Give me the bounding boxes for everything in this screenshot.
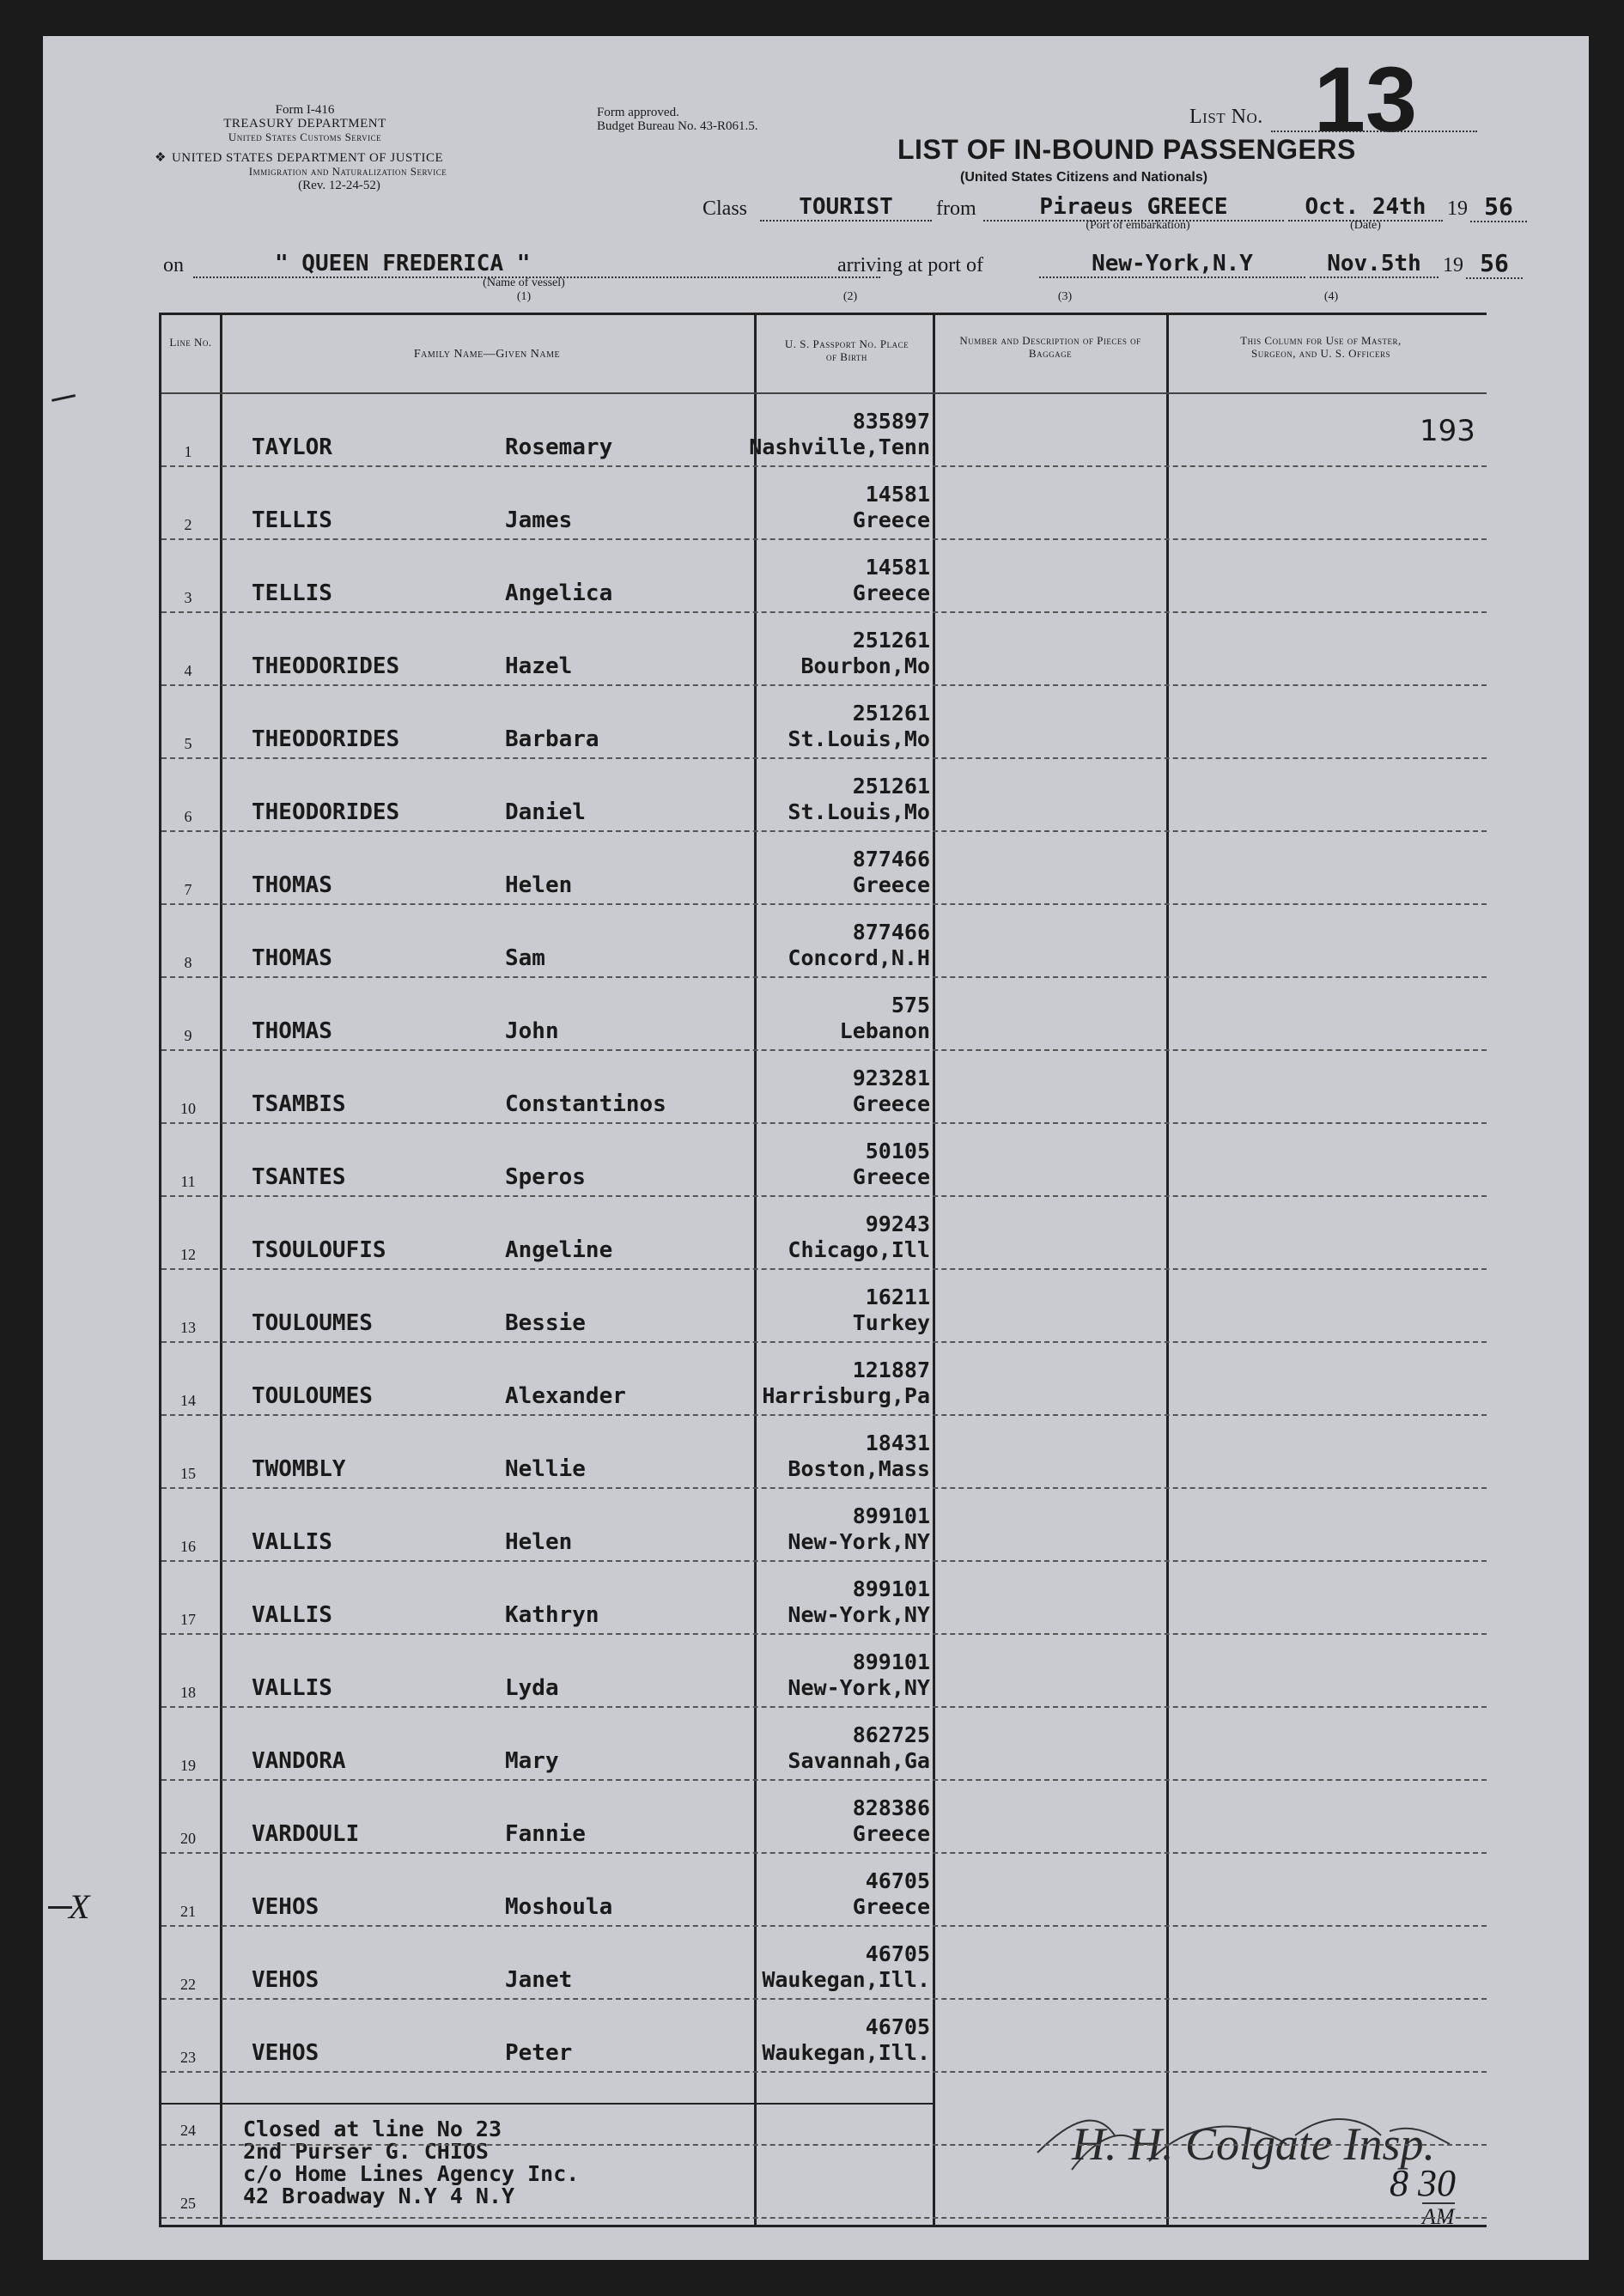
port-caption: (Port of embarkation) — [1086, 219, 1190, 232]
row-divider — [161, 1268, 1487, 1270]
col3-caption: (3) — [1057, 290, 1073, 303]
family-name: THOMAS — [252, 1018, 332, 1044]
passport-number: 14581 — [865, 482, 930, 507]
arrival-year-prefix: 19 — [1443, 254, 1463, 276]
family-name: THOMAS — [252, 945, 332, 971]
family-name: THOMAS — [252, 872, 332, 898]
family-name: VARDOULI — [252, 1821, 360, 1847]
line-number: 5 — [184, 735, 192, 752]
family-name: TAYLOR — [252, 434, 332, 460]
row-divider — [161, 2071, 1487, 2073]
header-passport: U. S. Passport No. Place of Birth — [784, 337, 909, 363]
list-no-underline — [1271, 131, 1477, 132]
passport-number: 121887 — [852, 1358, 930, 1382]
justice-department: ❖ UNITED STATES DEPARTMENT OF JUSTICE — [155, 151, 444, 165]
given-name: Janet — [505, 1967, 573, 1993]
customs-service: United States Customs Service — [228, 131, 382, 143]
row-divider — [161, 2144, 1487, 2146]
header-name: Family Name—Given Name — [413, 348, 561, 361]
family-name: TSANTES — [252, 1164, 346, 1190]
place-of-birth: Nashville,Tenn — [749, 434, 930, 459]
row-divider — [161, 1487, 1487, 1489]
given-name: Bessie — [505, 1310, 586, 1336]
table-rows — [161, 315, 1487, 2229]
line-number: 11 — [180, 1173, 196, 1190]
given-name: Rosemary — [505, 434, 613, 460]
family-name: TELLIS — [252, 580, 332, 606]
passport-number: 923281 — [852, 1066, 930, 1090]
row-divider — [161, 2217, 1487, 2219]
col4-caption: (4) — [1323, 290, 1339, 303]
given-name: Helen — [505, 1529, 573, 1555]
given-name: Moshoula — [505, 1894, 613, 1920]
row-divider — [161, 1122, 1487, 1124]
list-no-label: List No. — [1189, 106, 1263, 128]
passport-number: 828386 — [852, 1795, 930, 1820]
given-name: Sam — [505, 945, 545, 971]
form-number: Form I-416 — [275, 103, 335, 117]
row-divider — [161, 1633, 1487, 1635]
place-of-birth: New-York,NY — [788, 1529, 930, 1554]
line-number: 17 — [180, 1611, 196, 1628]
treasury-department: TREASURY DEPARTMENT — [223, 117, 386, 131]
family-name: THEODORIDES — [252, 726, 400, 752]
class-value: TOURIST — [760, 194, 932, 222]
given-name: Constantinos — [505, 1091, 666, 1117]
arrival-year-suffix: 56 — [1466, 249, 1523, 279]
given-name: Alexander — [505, 1383, 626, 1409]
line-number: 10 — [180, 1100, 196, 1117]
place-of-birth: Waukegan,Ill. — [762, 1967, 930, 1992]
row-divider — [161, 830, 1487, 832]
given-name: Nellie — [505, 1456, 586, 1482]
year-prefix: 19 — [1447, 197, 1468, 220]
line-number: 15 — [180, 1465, 196, 1482]
line-number: 25 — [180, 2195, 196, 2212]
place-of-birth: St.Louis,Mo — [788, 799, 930, 824]
place-of-birth: Concord,N.H — [788, 945, 930, 970]
from-label: from — [936, 197, 976, 220]
family-name: VALLIS — [252, 1602, 332, 1628]
row-divider — [161, 1779, 1487, 1781]
family-name: THEODORIDES — [252, 653, 400, 679]
family-name: VANDORA — [252, 1748, 346, 1774]
given-name: Fannie — [505, 1821, 586, 1847]
given-name: Peter — [505, 2040, 573, 2066]
line-number: 2 — [184, 516, 192, 533]
officer-note: 193 — [1420, 414, 1475, 448]
place-of-birth: New-York,NY — [788, 1675, 930, 1700]
family-name: VEHOS — [252, 2040, 319, 2066]
col1-caption: (1) — [516, 290, 532, 303]
family-name: VALLIS — [252, 1529, 332, 1555]
row-divider — [161, 1195, 1487, 1197]
arriving-label: arriving at port of — [837, 254, 983, 276]
place-of-birth: St.Louis,Mo — [788, 726, 930, 751]
place-of-birth: Greece — [852, 507, 930, 532]
place-of-birth: Chicago,Ill — [788, 1237, 930, 1262]
page-title: LIST OF IN-BOUND PASSENGERS — [897, 134, 1356, 165]
passport-number: 16211 — [865, 1285, 930, 1309]
time-mark: 8 30 — [1390, 2162, 1456, 2204]
row-divider — [161, 1414, 1487, 1416]
arrival-date: Nov.5th — [1310, 251, 1438, 278]
page-subtitle: (United States Citizens and Nationals) — [960, 170, 1208, 185]
time-ampm: AM — [1422, 2204, 1455, 2229]
line-number: 21 — [180, 1903, 196, 1920]
family-name: VALLIS — [252, 1675, 332, 1701]
row-divider — [161, 1852, 1487, 1854]
header-baggage: Number and Description of Pieces of Baggage — [959, 334, 1141, 360]
line-number: 20 — [180, 1830, 196, 1847]
row-divider — [161, 1706, 1487, 1708]
margin-dash — [52, 394, 76, 402]
header-officers: This Column for Use of Master, Surgeon, and U. S. Officers — [1240, 334, 1402, 360]
passport-number: 899101 — [852, 1576, 930, 1601]
row-divider — [161, 1049, 1487, 1051]
family-name: VEHOS — [252, 1894, 319, 1920]
place-of-birth: Turkey — [852, 1310, 930, 1335]
place-of-birth: Lebanon — [839, 1018, 930, 1043]
passport-number: 251261 — [852, 628, 930, 653]
given-name: Helen — [505, 872, 573, 898]
place-of-birth: Greece — [852, 1091, 930, 1116]
purser-line: 2nd Purser G. CHIOS — [243, 2139, 489, 2164]
row-divider — [161, 1560, 1487, 1562]
place-of-birth: Boston,Mass — [788, 1456, 930, 1481]
passport-number: 575 — [891, 993, 930, 1017]
line-number: 18 — [180, 1684, 196, 1701]
row-divider — [161, 1341, 1487, 1343]
given-name: Angeline — [505, 1237, 613, 1263]
line-number: 8 — [184, 954, 192, 971]
line-number: 14 — [180, 1392, 196, 1409]
document-page — [43, 36, 1589, 2260]
family-name: TOULOUMES — [252, 1310, 373, 1336]
given-name: Barbara — [505, 726, 599, 752]
row-divider — [161, 465, 1487, 467]
line-number: 16 — [180, 1538, 196, 1555]
line-number: 19 — [180, 1757, 196, 1774]
place-of-birth: Waukegan,Ill. — [762, 2040, 930, 2065]
row-divider — [161, 1925, 1487, 1927]
family-name: TOULOUMES — [252, 1383, 373, 1409]
row-divider — [161, 684, 1487, 686]
passport-number: 877466 — [852, 920, 930, 945]
family-name: TWOMBLY — [252, 1456, 346, 1482]
line-number: 13 — [180, 1319, 196, 1336]
passenger-table — [159, 313, 1487, 2227]
passport-number: 862725 — [852, 1722, 930, 1747]
given-name: Speros — [505, 1164, 586, 1190]
svg-text:H. H. Colgate Insp.: H. H. Colgate Insp. — [1072, 2118, 1435, 2170]
line-number: 9 — [184, 1027, 192, 1044]
line-number: 23 — [180, 2049, 196, 2066]
row-divider — [161, 1998, 1487, 2000]
given-name: James — [505, 507, 573, 533]
row-divider — [161, 903, 1487, 905]
immigration-service: Immigration and Naturalization Service — [248, 165, 447, 178]
closing-line: Closed at line No 23 — [243, 2117, 502, 2141]
given-name: Hazel — [505, 653, 573, 679]
agency-line: c/o Home Lines Agency Inc. — [243, 2161, 580, 2186]
arrival-port: New-York,N.Y — [1039, 251, 1305, 278]
given-name: Mary — [505, 1748, 559, 1774]
line-number: 3 — [184, 589, 192, 606]
passport-number: 46705 — [865, 1941, 930, 1966]
place-of-birth: Greece — [852, 1164, 930, 1189]
line-number: 7 — [184, 881, 192, 898]
line-number: 22 — [180, 1976, 196, 1993]
row-divider — [161, 611, 1487, 613]
passport-number: 251261 — [852, 774, 930, 799]
port-of-embarkation: Piraeus GREECE — [983, 194, 1284, 222]
header-line-no: Line No. — [169, 336, 212, 349]
given-name: Kathryn — [505, 1602, 599, 1628]
passport-number: 899101 — [852, 1503, 930, 1528]
list-number: 13 — [1313, 47, 1418, 151]
line-number: 6 — [184, 808, 192, 825]
family-name: TELLIS — [252, 507, 332, 533]
form-approved: Form approved. — [597, 106, 679, 119]
family-name: VEHOS — [252, 1967, 319, 1993]
vessel-name: " QUEEN FREDERICA " — [193, 251, 880, 278]
year-suffix: 56 — [1470, 192, 1527, 222]
place-of-birth: Greece — [852, 872, 930, 897]
line-number: 4 — [184, 662, 192, 679]
embarkation-date: Oct. 24th — [1288, 194, 1443, 222]
passport-number: 46705 — [865, 1868, 930, 1893]
given-name: Angelica — [505, 580, 613, 606]
line-number: 24 — [180, 2122, 196, 2139]
place-of-birth: Harrisburg,Pa — [762, 1383, 930, 1408]
passport-number: 14581 — [865, 555, 930, 580]
place-of-birth: Greece — [852, 1894, 930, 1919]
form-revision: (Rev. 12-24-52) — [298, 179, 380, 192]
place-of-birth: Savannah,Ga — [788, 1748, 930, 1773]
date-caption: (Date) — [1350, 219, 1381, 232]
place-of-birth: Greece — [852, 580, 930, 605]
passport-number: 251261 — [852, 701, 930, 726]
margin-x-mark: X — [69, 1887, 90, 1926]
row-divider — [161, 757, 1487, 759]
passport-number: 99243 — [865, 1212, 930, 1236]
passport-number: 50105 — [865, 1139, 930, 1163]
row-divider — [161, 976, 1487, 978]
class-label: Class — [703, 197, 748, 220]
margin-dash-2 — [48, 1906, 72, 1909]
given-name: John — [505, 1018, 559, 1044]
passport-number: 899101 — [852, 1649, 930, 1674]
passport-number: 18431 — [865, 1430, 930, 1455]
closing-rule — [161, 2103, 933, 2105]
col2-caption: (2) — [842, 290, 858, 303]
family-name: TSAMBIS — [252, 1091, 346, 1117]
passport-number: 46705 — [865, 2014, 930, 2039]
vessel-caption: (Name of vessel) — [483, 276, 565, 289]
passport-number: 835897 — [852, 409, 930, 434]
family-name: THEODORIDES — [252, 799, 400, 825]
line-number: 1 — [184, 443, 192, 460]
family-name: TSOULOUFIS — [252, 1237, 386, 1263]
row-divider — [161, 538, 1487, 540]
given-name: Daniel — [505, 799, 586, 825]
budget-bureau: Budget Bureau No. 43-R061.5. — [597, 119, 758, 133]
place-of-birth: New-York,NY — [788, 1602, 930, 1627]
place-of-birth: Bourbon,Mo — [800, 653, 930, 678]
place-of-birth: Greece — [852, 1821, 930, 1846]
address-line: 42 Broadway N.Y 4 N.Y — [243, 2184, 515, 2208]
given-name: Lyda — [505, 1675, 559, 1701]
passport-number: 877466 — [852, 847, 930, 872]
on-label: on — [163, 254, 184, 276]
line-number: 12 — [180, 1246, 196, 1263]
